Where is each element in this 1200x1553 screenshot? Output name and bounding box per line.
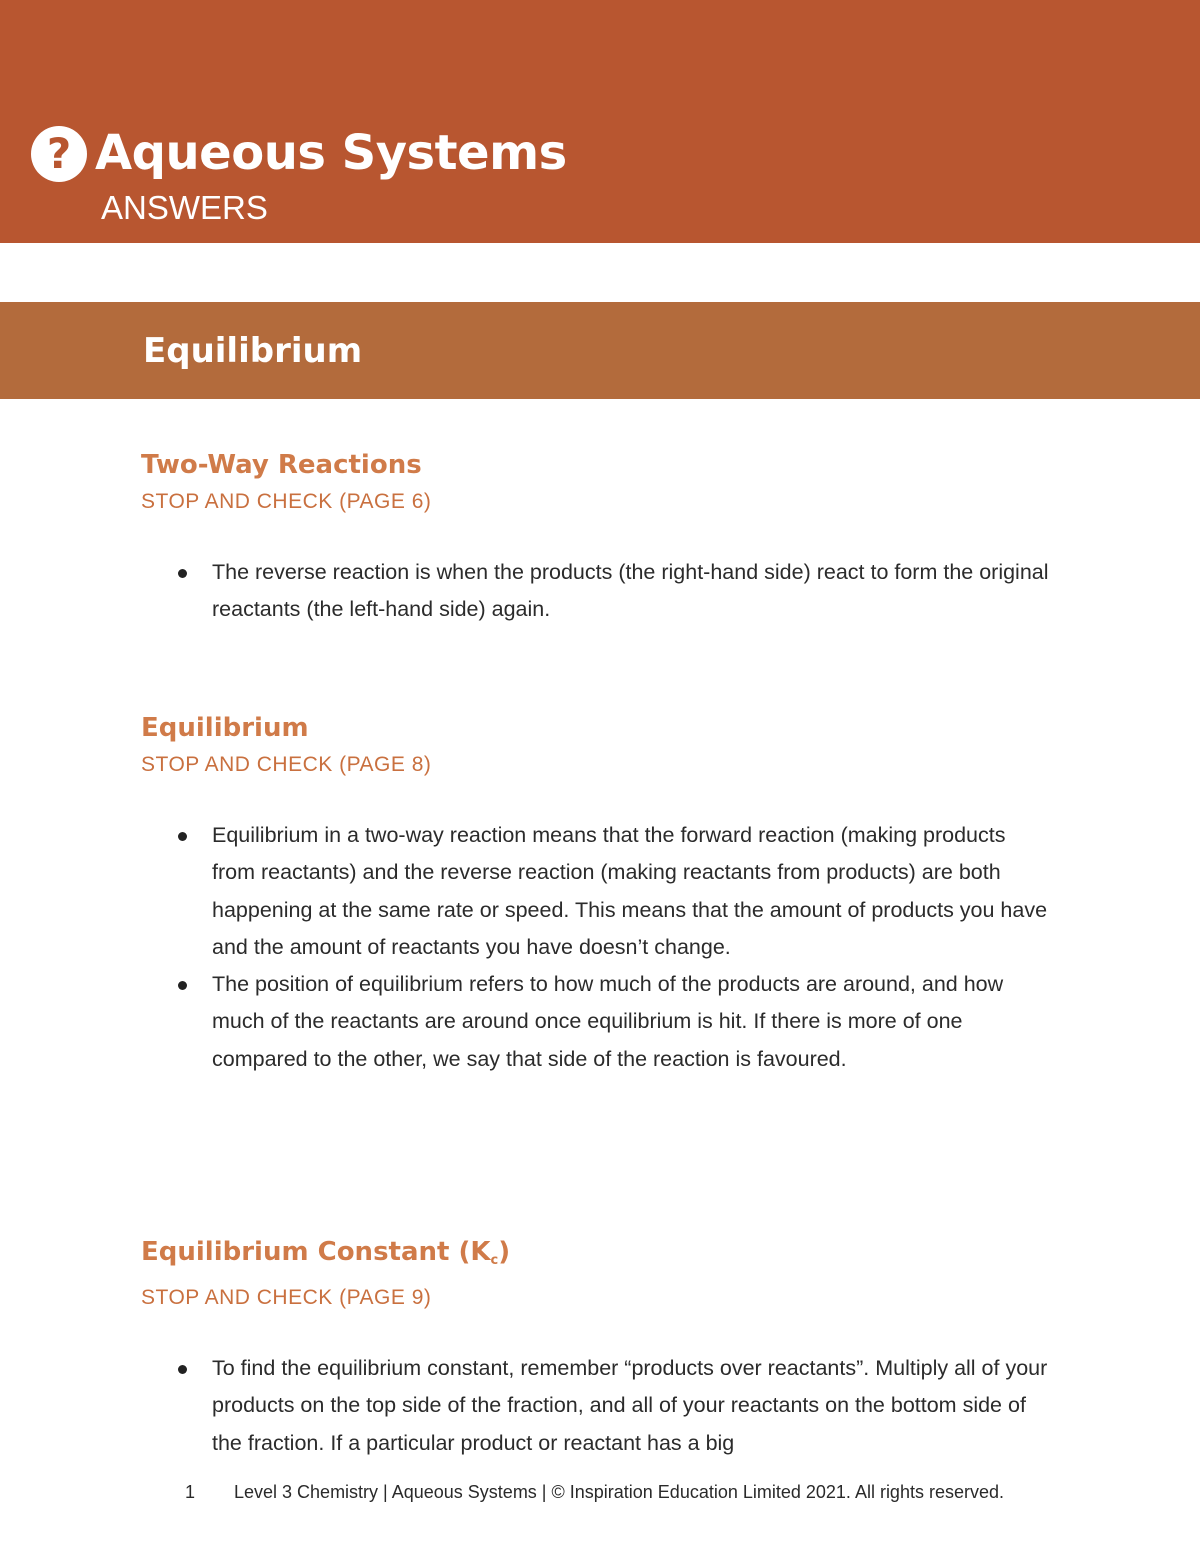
bullet-icon — [178, 569, 187, 578]
answer-text: The reverse reaction is when the products (the right-hand side) react to form the original reactants (the left-hand side) again. — [212, 560, 1049, 622]
answer-text: Equilibrium in a two-way reaction means that the forward reaction (making products from reactants) and the reverse reaction (making reactants from products) are both happening at the same rate or speed. This means that the amount of products you have and the amount of reactants you have doesn’t change. — [212, 823, 1048, 959]
bullet-icon — [178, 981, 187, 990]
answer-item — [141, 817, 1052, 966]
page-number: 1 — [185, 1482, 196, 1502]
stop-and-check-label: STOP AND CHECK (PAGE 6) — [141, 490, 432, 513]
page-footer — [0, 1480, 1200, 1506]
bullet-icon — [178, 832, 187, 841]
subsection-title: Equilibrium — [141, 713, 309, 743]
answer-list — [141, 554, 1101, 629]
subsection-title: Equilibrium Constant $(K_c)$ — [141, 1237, 511, 1268]
section-title: Equilibrium — [143, 331, 363, 371]
answer-list — [141, 1350, 1101, 1462]
question-circle-icon: ? — [31, 126, 87, 182]
answer-item — [141, 1350, 1052, 1462]
answer-item — [141, 966, 1052, 1078]
subsection-equilibrium — [141, 710, 1101, 1078]
answer-list — [141, 817, 1101, 1078]
answer-text: To find the equilibrium constant, remember “products over reactants”. Multiply all of your products on the top side of the fraction, and all of your reactants on the bottom side of the fraction. If a particular product or reactant has a big — [212, 1356, 1048, 1455]
document-title: Aqueous Systems — [95, 125, 567, 181]
stop-and-check-label: STOP AND CHECK (PAGE 8) — [141, 753, 432, 776]
footer-copyright: Level 3 Chemistry | Aqueous Systems | © Inspiration Education Limited 2021. All rights reserved. — [234, 1482, 1004, 1502]
answer-text: The position of equilibrium refers to how much of the products are around, and how much of the reactants are around once equilibrium is hit. If there is more of one compared to the other, we say that side of the reaction is favoured. — [212, 972, 1004, 1071]
subsection-equilibrium-constant — [141, 1234, 1101, 1462]
answer-item — [141, 554, 1052, 629]
stop-and-check-label: STOP AND CHECK (PAGE 9) — [141, 1286, 432, 1309]
subsection-title: Two-Way Reactions — [141, 450, 422, 480]
subsection-two-way-reactions — [141, 447, 1101, 629]
bullet-icon — [178, 1365, 187, 1374]
document-subtitle: ANSWERS — [101, 189, 268, 226]
